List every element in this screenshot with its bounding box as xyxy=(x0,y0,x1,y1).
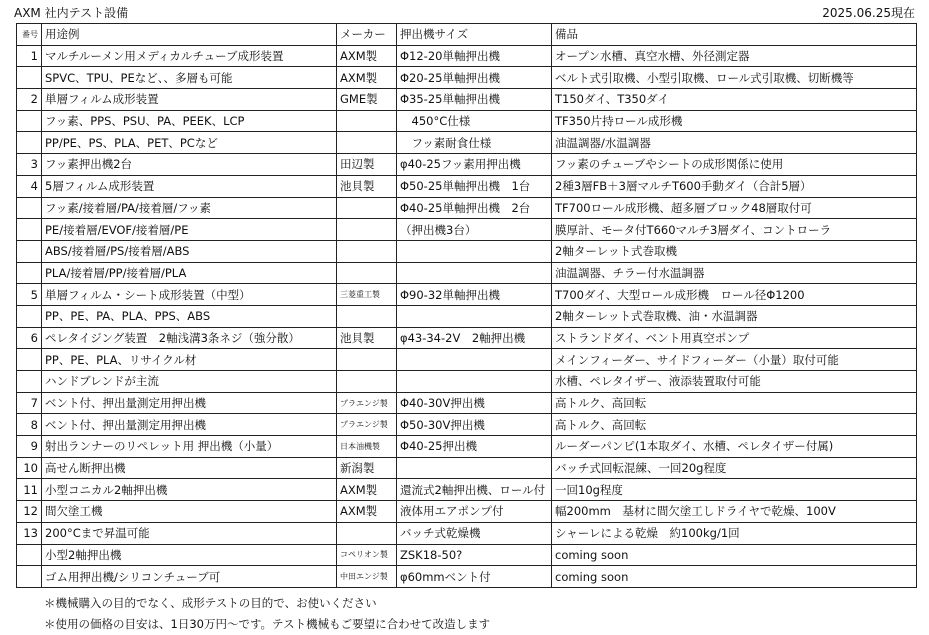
row-use: ABS/接着層/PS/接着層/ABS xyxy=(42,240,337,262)
row-equipment: 膜厚計、モータ付T660マルチ3層ダイ、コントローラ xyxy=(552,219,917,241)
row-maker: AXM製 xyxy=(337,501,397,523)
row-size: 液体用エアポンプ付 xyxy=(397,501,552,523)
row-equipment: フッ素のチューブやシートの成形関係に使用 xyxy=(552,154,917,176)
row-use: 小型コニカル2軸押出機 xyxy=(42,479,337,501)
row-number: 11 xyxy=(17,479,42,501)
row-equipment: バッチ式回転混練、一回20g程度 xyxy=(552,457,917,479)
row-equipment: coming soon xyxy=(552,566,917,588)
row-use: 高せん断押出機 xyxy=(42,457,337,479)
row-maker xyxy=(337,349,397,371)
row-maker xyxy=(337,305,397,327)
row-number: 8 xyxy=(17,414,42,436)
row-use: 5層フィルム成形装置 xyxy=(42,175,337,197)
row-maker xyxy=(337,197,397,219)
header-size: 押出機サイズ xyxy=(397,24,552,46)
row-use: PP、PE、PLA、リサイクル材 xyxy=(42,349,337,371)
row-maker: AXM製 xyxy=(337,479,397,501)
row-maker: AXM製 xyxy=(337,67,397,89)
row-use: ゴム用押出機/シリコンチューブ可 xyxy=(42,566,337,588)
row-use: PE/接着層/EVOF/接着層/PE xyxy=(42,219,337,241)
row-use: PP/PE、PS、PLA、PET、PCなど xyxy=(42,132,337,154)
row-size: Φ50-25単軸押出機 1台 xyxy=(397,175,552,197)
table-row xyxy=(17,479,917,501)
row-number xyxy=(17,240,42,262)
table-row xyxy=(17,197,917,219)
table-row xyxy=(17,457,917,479)
row-equipment: 水槽、ペレタイザー、液添装置取付可能 xyxy=(552,371,917,393)
row-size: （押出機3台） xyxy=(397,219,552,241)
table-row xyxy=(17,501,917,523)
row-equipment: 高トルク、高回転 xyxy=(552,414,917,436)
row-size xyxy=(397,305,552,327)
row-number: 13 xyxy=(17,522,42,544)
row-use: マルチルーメン用メディカルチューブ成形装置 xyxy=(42,45,337,67)
equipment-table xyxy=(16,23,917,588)
table-row xyxy=(17,522,917,544)
row-maker: 池貝製 xyxy=(337,327,397,349)
row-maker xyxy=(337,132,397,154)
table-row xyxy=(17,392,917,414)
row-equipment: 一回10g程度 xyxy=(552,479,917,501)
table-row xyxy=(17,566,917,588)
row-maker xyxy=(337,240,397,262)
table-row xyxy=(17,436,917,458)
row-equipment: ルーダーパンピ(1本取ダイ、水槽、ペレタイザー付属) xyxy=(552,436,917,458)
row-number xyxy=(17,371,42,393)
row-maker: 田辺製 xyxy=(337,154,397,176)
row-maker xyxy=(337,219,397,241)
row-size: φ43-34-2V 2軸押出機 xyxy=(397,327,552,349)
row-maker: AXM製 xyxy=(337,45,397,67)
row-equipment: 幅200mm 基材に間欠塗工しドライヤで乾燥、100V xyxy=(552,501,917,523)
row-size: 還流式2軸押出機、ロール付 xyxy=(397,479,552,501)
table-row xyxy=(17,327,917,349)
row-number: 5 xyxy=(17,284,42,306)
row-size: Φ40-30V押出機 xyxy=(397,392,552,414)
table-header-row xyxy=(17,24,917,46)
row-use: フッ素押出機2台 xyxy=(42,154,337,176)
row-use: ベント付、押出量測定用押出機 xyxy=(42,392,337,414)
row-size: フッ素耐食仕様 xyxy=(397,132,552,154)
table-row xyxy=(17,284,917,306)
row-number xyxy=(17,566,42,588)
row-size xyxy=(397,262,552,284)
row-maker xyxy=(337,262,397,284)
row-size: Φ12-20単軸押出機 xyxy=(397,45,552,67)
row-number: 1 xyxy=(17,45,42,67)
row-number: 7 xyxy=(17,392,42,414)
row-use: フッ素/接着層/PA/接着層/フッ素 xyxy=(42,197,337,219)
row-number xyxy=(17,219,42,241)
row-size: 450°C仕様 xyxy=(397,110,552,132)
row-size: φ40-25フッ素用押出機 xyxy=(397,154,552,176)
row-use: 射出ランナーのリペレット用 押出機（小量） xyxy=(42,436,337,458)
table-row xyxy=(17,110,917,132)
row-size: バッチ式乾燥機 xyxy=(397,522,552,544)
row-equipment: TF700ロール成形機、超多層ブロック48層取付可 xyxy=(552,197,917,219)
table-row xyxy=(17,45,917,67)
row-equipment: T150ダイ、T350ダイ xyxy=(552,89,917,111)
footnote: ＊使用の価格の目安は、1日30万円〜です。テスト機械もご要望に合わせて改造します xyxy=(44,617,491,631)
row-number: 2 xyxy=(17,89,42,111)
row-equipment: coming soon xyxy=(552,544,917,566)
row-equipment: 油温調器、チラー付水温調器 xyxy=(552,262,917,284)
row-maker: 日本油機製 xyxy=(337,436,397,458)
row-size: ZSK18-50? xyxy=(397,544,552,566)
row-use: PP、PE、PA、PLA、PPS、ABS xyxy=(42,305,337,327)
row-number: 10 xyxy=(17,457,42,479)
row-size: Φ50-30V押出機 xyxy=(397,414,552,436)
row-number: 6 xyxy=(17,327,42,349)
row-use: 200°Cまで昇温可能 xyxy=(42,522,337,544)
row-maker: 中田エンジ製 xyxy=(337,566,397,588)
row-maker: プラエンジ製 xyxy=(337,414,397,436)
row-maker: 新潟製 xyxy=(337,457,397,479)
row-equipment: ストランドダイ、ベント用真空ポンプ xyxy=(552,327,917,349)
row-number: 4 xyxy=(17,175,42,197)
row-use: ベント付、押出量測定用押出機 xyxy=(42,414,337,436)
row-use: ペレタイジング装置 2軸浅溝3条ネジ（強分散） xyxy=(42,327,337,349)
row-equipment: オープン水槽、真空水槽、外径測定器 xyxy=(552,45,917,67)
row-size: Φ35-25単軸押出機 xyxy=(397,89,552,111)
table-row xyxy=(17,371,917,393)
table-row xyxy=(17,132,917,154)
row-number: 12 xyxy=(17,501,42,523)
row-number xyxy=(17,132,42,154)
row-size: Φ40-25押出機 xyxy=(397,436,552,458)
table-row xyxy=(17,175,917,197)
footnote: ＊機械購入の目的でなく、成形テストの目的で、お使いください xyxy=(44,596,377,610)
header-use: 用途例 xyxy=(42,24,337,46)
row-number xyxy=(17,262,42,284)
header-maker: メーカー xyxy=(337,24,397,46)
table-row xyxy=(17,349,917,371)
row-number: 3 xyxy=(17,154,42,176)
row-maker xyxy=(337,371,397,393)
row-size: Φ20-25単軸押出機 xyxy=(397,67,552,89)
row-equipment: TF350片持ロール成形機 xyxy=(552,110,917,132)
row-number: 9 xyxy=(17,436,42,458)
row-use: SPVC、TPU、PEなど、、多層も可能 xyxy=(42,67,337,89)
row-number xyxy=(17,197,42,219)
row-use: 単層フィルム・シート成形装置（中型） xyxy=(42,284,337,306)
header-equipment: 備品 xyxy=(552,24,917,46)
row-size xyxy=(397,240,552,262)
row-equipment: メインフィーダー、サイドフィーダー（小量）取付可能 xyxy=(552,349,917,371)
row-equipment: 油温調器/水温調器 xyxy=(552,132,917,154)
row-number xyxy=(17,544,42,566)
row-number xyxy=(17,305,42,327)
table-row xyxy=(17,89,917,111)
table-row xyxy=(17,262,917,284)
row-number xyxy=(17,67,42,89)
row-size xyxy=(397,349,552,371)
document-title: AXM 社内テスト設備 xyxy=(14,6,129,20)
table-row xyxy=(17,414,917,436)
document-date: 2025.06.25現在 xyxy=(822,6,915,20)
table-row xyxy=(17,544,917,566)
row-equipment: 2種3層FB＋3層マルチT600手動ダイ（合計5層） xyxy=(552,175,917,197)
row-maker: GME製 xyxy=(337,89,397,111)
row-use: 小型2軸押出機 xyxy=(42,544,337,566)
row-number xyxy=(17,349,42,371)
row-use: PLA/接着層/PP/接着層/PLA xyxy=(42,262,337,284)
row-size xyxy=(397,371,552,393)
table-row xyxy=(17,219,917,241)
row-equipment: シャーレによる乾燥 約100kg/1回 xyxy=(552,522,917,544)
row-number xyxy=(17,110,42,132)
row-maker: 三菱重工製 xyxy=(337,284,397,306)
row-equipment: T700ダイ、大型ロール成形機 ロール径Φ1200 xyxy=(552,284,917,306)
row-size: Φ40-25単軸押出機 2台 xyxy=(397,197,552,219)
row-size: Φ90-32単軸押出機 xyxy=(397,284,552,306)
row-maker xyxy=(337,110,397,132)
header-number: 番号 xyxy=(17,24,42,46)
row-maker xyxy=(337,522,397,544)
row-equipment: ベルト式引取機、小型引取機、ロール式引取機、切断機等 xyxy=(552,67,917,89)
table-row xyxy=(17,67,917,89)
row-size xyxy=(397,457,552,479)
row-equipment: 2軸ターレット式巻取機、油・水温調器 xyxy=(552,305,917,327)
row-use: フッ素、PPS、PSU、PA、PEEK、LCP xyxy=(42,110,337,132)
table-row xyxy=(17,305,917,327)
table-row xyxy=(17,154,917,176)
row-maker: 池貝製 xyxy=(337,175,397,197)
row-size: φ60mmベント付 xyxy=(397,566,552,588)
row-use: 単層フィルム成形装置 xyxy=(42,89,337,111)
row-use: 間欠塗工機 xyxy=(42,501,337,523)
table-row xyxy=(17,240,917,262)
row-use: ハンドブレンドが主流 xyxy=(42,371,337,393)
row-equipment: 高トルク、高回転 xyxy=(552,392,917,414)
footnotes xyxy=(44,593,490,635)
row-maker: コペリオン製 xyxy=(337,544,397,566)
row-equipment: 2軸ターレット式巻取機 xyxy=(552,240,917,262)
row-maker: プラエンジ製 xyxy=(337,392,397,414)
